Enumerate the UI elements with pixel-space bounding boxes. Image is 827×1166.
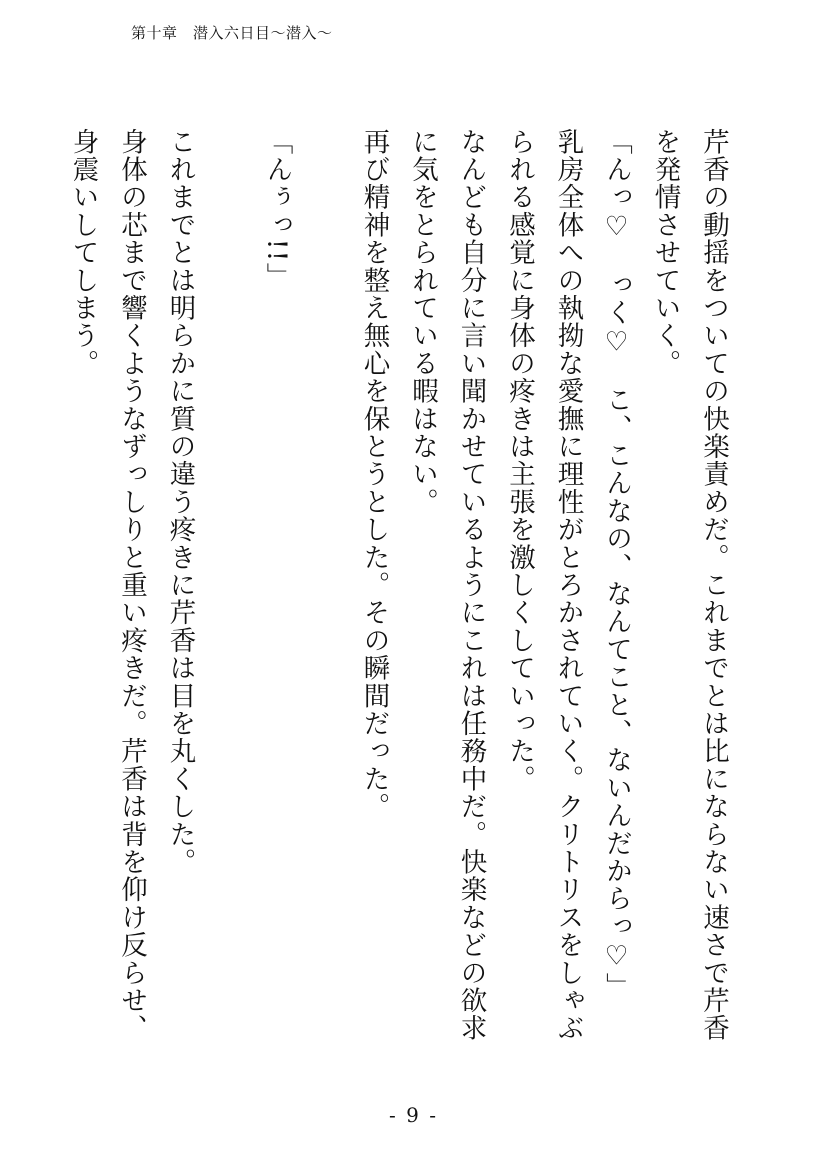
paragraph-line: 「んっ♡ っく♡ こ、こんなの、なんてこと、ないんだからっ♡」 [601,128,632,1001]
paragraph-line: なんども自分に言い聞かせているようにこれは任務中だ。快楽などの欲求に気をとられている暇はない。 [407,128,487,1043]
paragraph-line: 芹香の動揺をついての快楽責めだ。これまでとは比にならない速さで芹香を発情させていく。 [649,128,729,1043]
blank-line [301,128,350,1058]
vertical-text-body [67,128,737,1058]
blank-line [204,128,253,1058]
paragraph-line: これまでとは明らかに質の違う疼きに芹香は目を丸くした。 [164,128,196,876]
paragraph-line: 再び精神を整え無心を保とうとした。その瞬間だった。 [358,128,390,821]
chapter-header: 第十章 潜入六日目〜潜入〜 [131,24,333,42]
paragraph-line: 身体の芯まで響くようなずっしりと重い疼きだ。芹香は背を仰け反らせ、身震いしてしまう。 [67,128,147,1043]
page-number: - 9 - [389,1103,438,1127]
paragraph-line: 乳房全体への執拗な愛撫に理性がとろかされていく。クリトリスをしゃぶられる感覚に身体の疼きは主張を激しくしていった。 [504,128,584,1043]
paragraph-line: 「んぅっ!!」 [261,128,293,291]
